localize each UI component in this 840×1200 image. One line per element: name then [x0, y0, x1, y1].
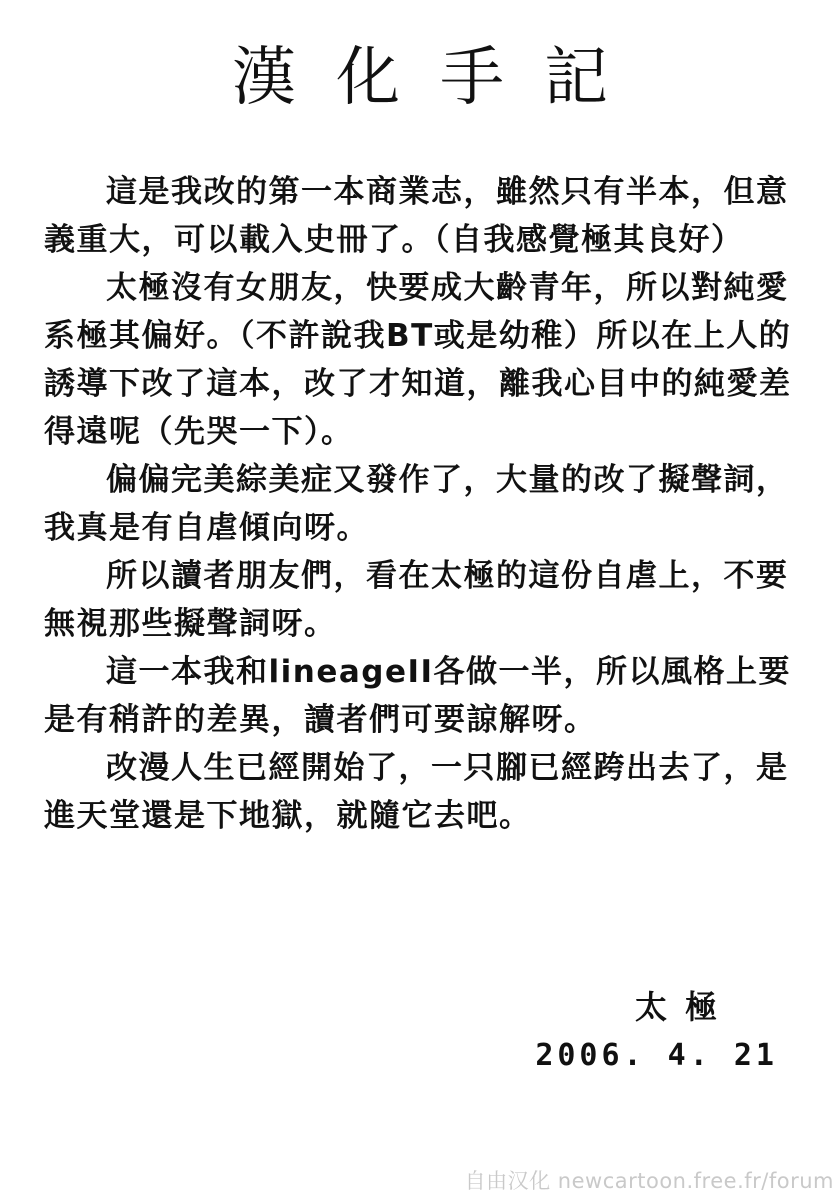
watermark: 自由汉化 newcartoon.free.fr/forum	[464, 1169, 834, 1193]
paragraph-6: 改漫人生已經開始了，一只腳已經跨出去了，是進天堂還是下地獄，就隨它去吧。	[44, 750, 789, 834]
translator-notes-body	[44, 168, 794, 840]
page-title: 漢化手記	[232, 41, 648, 115]
paragraph-3: 偏偏完美綜美症又發作了，大量的改了擬聲詞，我真是有自虐傾向呀。	[44, 462, 789, 546]
paragraph-1: 這是我改的第一本商業志，雖然只有半本，但意義重大，可以載入史冊了。（自我感覺極其良好）	[44, 174, 789, 258]
paragraph-4: 所以讀者朋友們，看在太極的這份自虐上，不要無視那些擬聲詞呀。	[44, 558, 789, 642]
paragraph-2: 太極沒有女朋友，快要成大齡青年，所以對純愛系極其偏好。（不許說我BT或是幼稚）所以在上人的誘導下改了這本，改了才知道，離我心目中的純愛差得遠呢（先哭一下）。	[44, 270, 792, 450]
paragraph-5: 這一本我和lineageII各做一半，所以風格上要是有稍許的差異，讀者們可要諒解呀。	[44, 654, 792, 738]
author-signature: 太極	[634, 988, 735, 1026]
date-label: 2006. 4. 21	[535, 1038, 778, 1073]
